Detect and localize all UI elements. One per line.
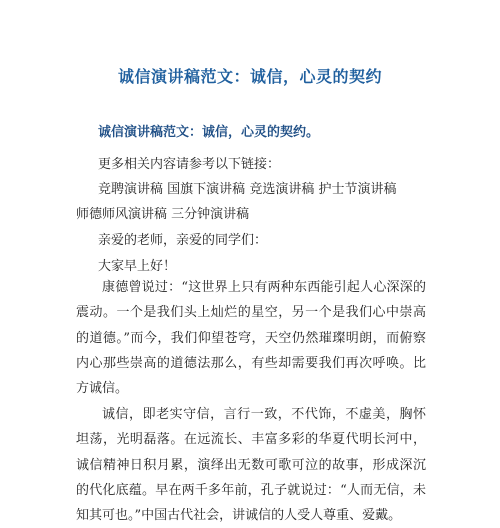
paragraph-integrity: 诚信，即老实守信，言行一致，不代饰，不虚美，胸怀坦荡，光明磊落。在远流长、丰富多彩的华夏代明长河中，诚信精神日积月累，演绎出无数可歌可泣的故事，形成深沉的代化底蕴。早在两千多年前，孔子就说过：“人而无信，未知其可也。”中国古代社会，讲诚信的人受人尊重、爱戴。 (76, 407, 426, 524)
more-links-intro: 更多相关内容请参考以下链接： (98, 157, 281, 172)
link-item[interactable]: 竞聘演讲稿 (98, 182, 164, 197)
link-item[interactable]: 竞选演讲稿 (249, 182, 315, 197)
links-row-2 (76, 203, 249, 222)
links-row-1 (98, 178, 396, 197)
morning-greeting: 大家早上好！ (98, 259, 177, 274)
link-item[interactable]: 师德师风演讲稿 (76, 207, 168, 222)
paragraph-kant: 康德曾说过：“这世界上只有两种东西能引起人心深深的震动。一个是我们头上灿烂的星空，另一个是我们心中崇高的道德。”而今，我们仰望苍穹，天空仍然璀璨明朗，而俯察内心那些崇高的道德法那么，有些却需要我们再次呼唤。比方诚信。 (76, 280, 426, 397)
greeting: 亲爱的老师，亲爱的同学们： (98, 233, 268, 248)
link-item[interactable]: 国旗下演讲稿 (167, 182, 246, 197)
link-item[interactable]: 护士节演讲稿 (318, 182, 397, 197)
link-item[interactable]: 三分钟演讲稿 (171, 207, 250, 222)
document-subtitle: 诚信演讲稿范文：诚信，心灵的契约。 (98, 125, 320, 140)
document-title: 诚信演讲稿范文：诚信，心灵的契约 (117, 67, 382, 86)
